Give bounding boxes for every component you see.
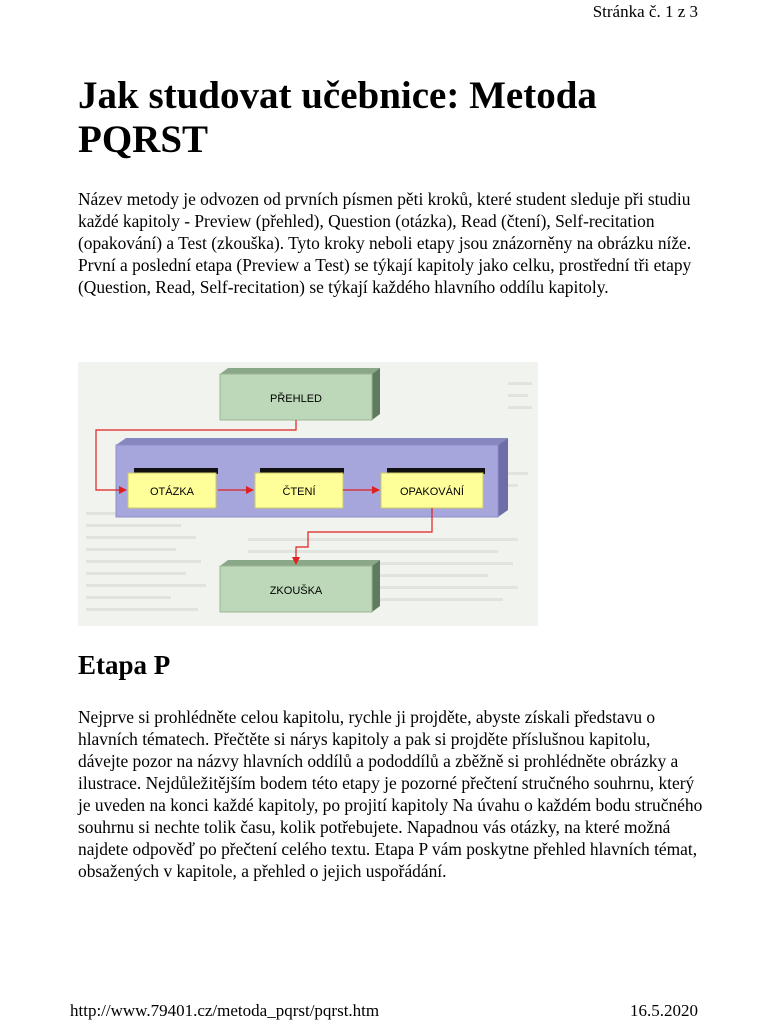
section-heading: Etapa P [78, 650, 171, 680]
step-zkouska [220, 560, 380, 612]
step-label-cteni: ČTENÍ [282, 486, 316, 498]
step-prehled [220, 368, 380, 420]
footer-date: 16.5.2020 [630, 1001, 698, 1020]
step-label-prehled: PŘEHLED [270, 393, 322, 405]
intro-paragraph: Název metody je odvozen od prvních písmen pěti kroků, které student sleduje při studiu každé kapitoly - Preview (přehled), Question (otázka), Read (čtení), Self-recitation (opakování) a Test (zkouška). Tyto kroky neboli etapy jsou znázorněny na obrázku níže. První a poslední etapa (Preview a Test) se týkají kapitoly jako celku, prostřední tři etapy (Question, Read, Self-recitation) se týkají každého hlavního oddílu kapitoly. [78, 189, 692, 297]
step-label-zkouska: ZKOUŠKA [269, 585, 323, 597]
step-label-otazka: OTÁZKA [149, 486, 195, 498]
step-otazka [128, 468, 218, 508]
step-opakovani [381, 468, 485, 508]
pqrst-diagram [78, 362, 538, 626]
footer-url: http://www.79401.cz/metoda_pqrst/pqrst.htm [70, 1001, 380, 1020]
page-title: Jak studovat učebnice: Metoda PQRST [78, 74, 597, 161]
step-cteni [255, 468, 344, 508]
section-paragraph: Nejprve si prohlédněte celou kapitolu, rychle ji projděte, abyste získali představu o hlavních tématech. Přečtěte si nárys kapitoly a pak si projděte příslušnou kapitolu, dávejte pozor na názvy hlavních oddílů a pododdílů a zběžně si prohlédněte obrázky a ilustrace. Nejdůležitějším bodem této etapy je pozorné přečtení stručného souhrnu, který je uveden na konci každé kapitoly, po projití kapitoly Na úvahu o každém bodu stručného souhrnu si nechte tolik času, kolik potřebujete. Napadnou vás otázky, na které možná najdete odpověď po přečtení celého textu. Etapa P vám poskytne přehled hlavních témat, obsažených v kapitole, a přehled o jejich uspořádání. [78, 707, 703, 881]
step-label-opakovani: OPAKOVÁNÍ [400, 486, 464, 498]
page-number: Stránka č. 1 z 3 [592, 2, 698, 21]
